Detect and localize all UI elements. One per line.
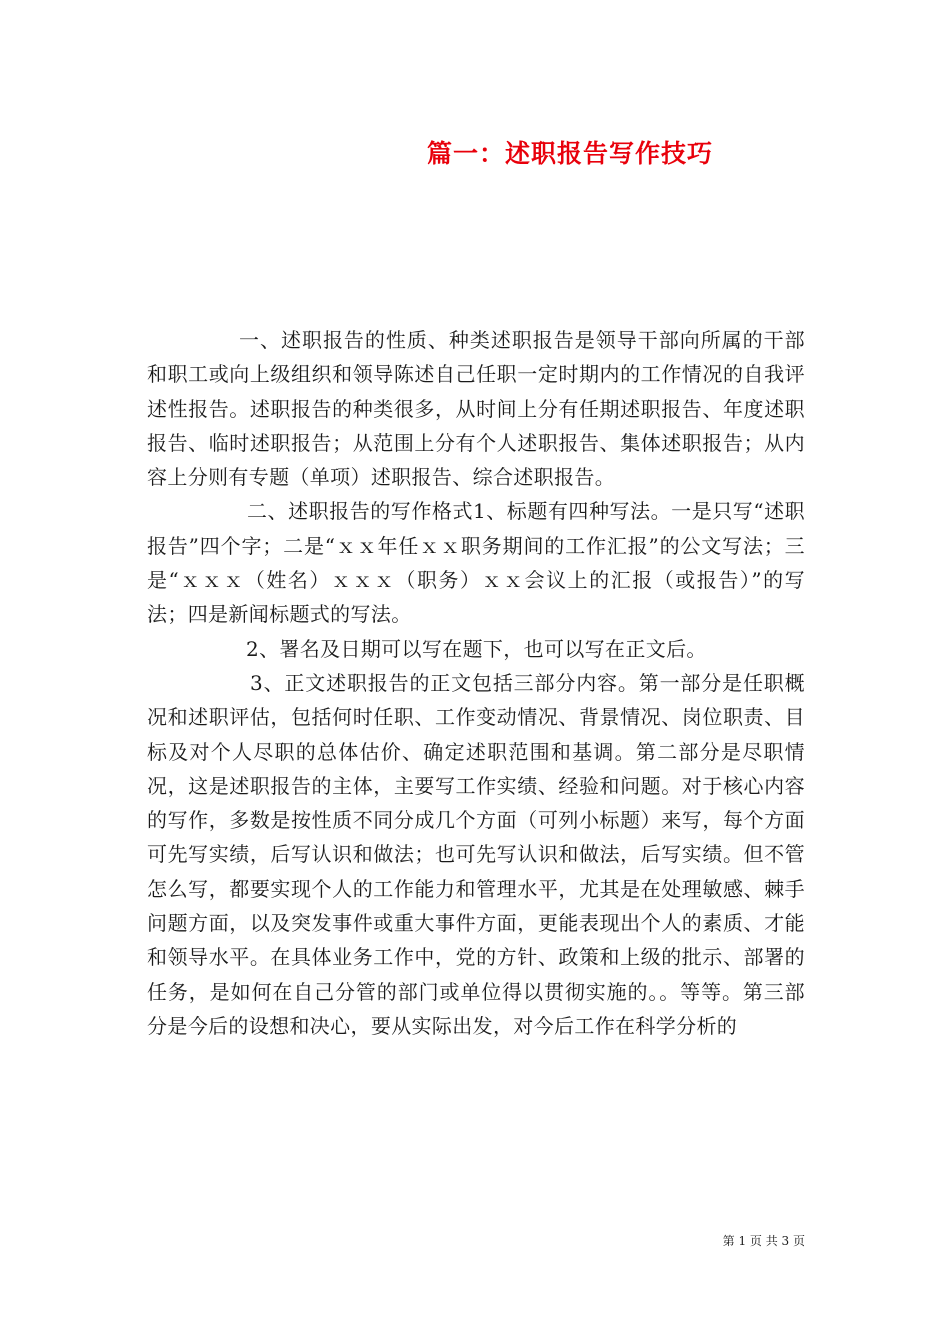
paragraph-main-text: 3、正文述职报告的正文包括三部分内容。第一部分是任职概况和述职评估，包括何时任职、工作变动情况、背景情况、岗位职责、目标及对个人尽职的总体估价、确定述职范围和基调。第二部分是尽职情况，这是述职报告的主体，主要写工作实绩、经验和问题。对于核心内容的写作，多数是按性质不同分成几个方面（可列小标题）来写，每个方面可先写实绩，后写认识和做法；也可先写认识和做法，后写实绩。但不管怎么写，都要实现个人的工作能力和管理水平，尤其是在处理敏感、棘手问题方面，以及突发事件或重大事件方面，更能表现出个人的素质、才能和领导水平。在具体业务工作中，党的方针、政策和上级的批示、部署的任务，是如何在自己分管的部门或单位得以贯彻实施的。。等等。第三部分是今后的设想和决心，要从实际出发，对今后工作在科学分析的 [147, 670, 805, 1038]
paragraph-nature-and-types: 一、述职报告的性质、种类述职报告是领导干部向所属的干部和职工或向上级组织和领导陈述自己任职一定时期内的工作情况的自我评述性报告。述职报告的种类很多，从时间上分有任期述职报告、年度述职报告、临时述职报告；从范围上分有个人述职报告、集体述职报告；从内容上分则有专题（单项）述职报告、综合述职报告。 [147, 328, 805, 490]
paragraph-writing-format: 二、述职报告的写作格式1、标题有四种写法。一是只写“述职报告”四个字；二是“ｘｘ年任ｘｘ职务期间的工作汇报”的公文写法；三是“ｘｘｘ（姓名）ｘｘｘ（职务）ｘｘ会议上的汇报（或报告）”的写法；四是新闻标题式的写法。 [147, 499, 805, 627]
document-body [147, 323, 805, 1043]
page-number: 第 1 页 共 3 页 [722, 1234, 805, 1248]
paragraph-signature-and-date: 2、署名及日期可以写在题下，也可以写在正文后。 [246, 636, 707, 661]
page-title: 篇一：述职报告写作技巧 [427, 139, 714, 168]
